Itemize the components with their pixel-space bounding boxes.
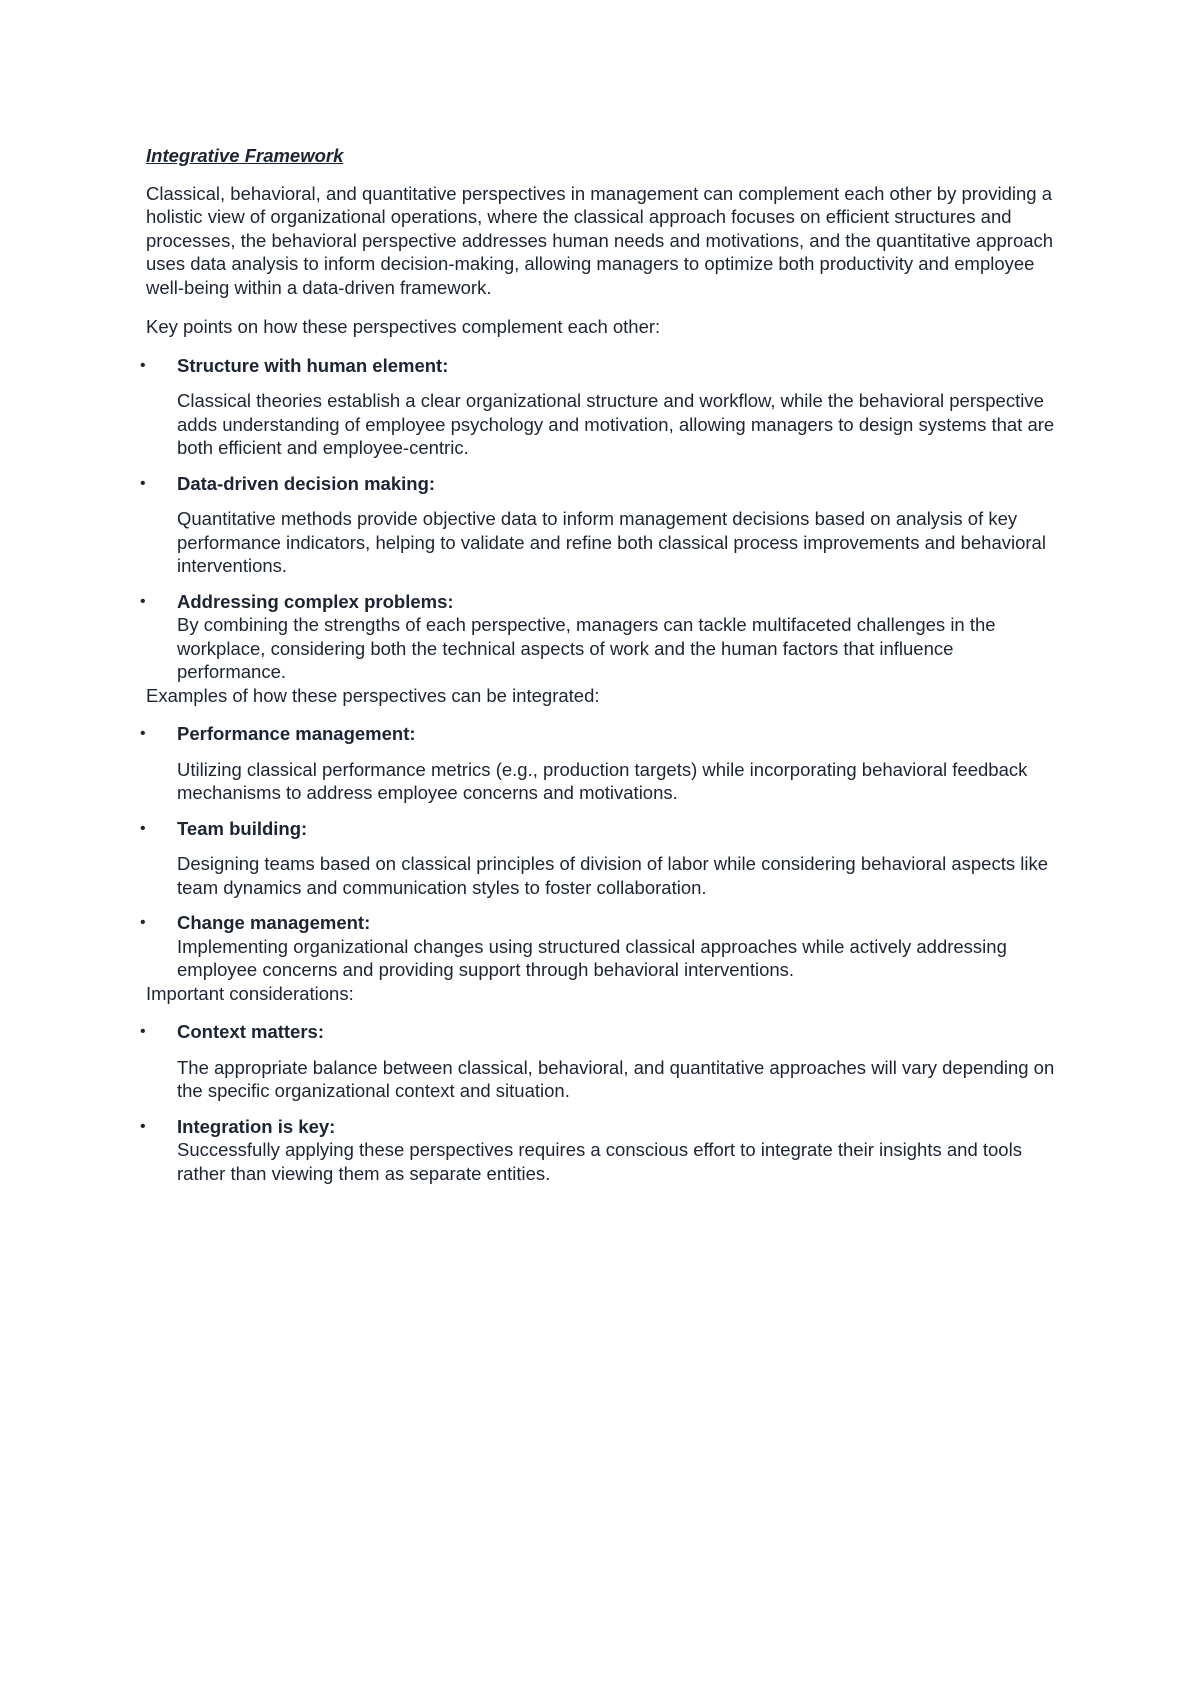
item-text: Implementing organizational changes using structured classical approaches while actively addressing employee concerns and providing support through behavioral interventions. (177, 935, 1007, 980)
list-item (140, 817, 1066, 900)
section-lead: Important considerations: (146, 982, 354, 1004)
document-title: Integrative Framework (146, 145, 344, 166)
bullet-list (140, 1020, 1066, 1185)
list-item (140, 1020, 1066, 1103)
item-text: The appropriate balance between classical, behavioral, and quantitative approaches will vary depending on the specific organizational context and situation. (177, 1056, 1055, 1101)
section-considerations (140, 982, 1066, 1186)
bullet-list (140, 354, 1066, 684)
item-heading: Structure with human element: (177, 354, 449, 376)
list-item (140, 722, 1066, 805)
bullet-icon: • (140, 819, 146, 837)
bullet-icon: • (140, 1023, 146, 1040)
list-item (140, 354, 1066, 460)
item-text: Successfully applying these perspectives requires a conscious effort to integrate their insights and tools rather than viewing them as separate entities. (177, 1139, 1022, 1184)
item-heading: Data-driven decision making: (177, 472, 436, 494)
item-heading: Addressing complex problems: (177, 590, 454, 612)
item-text: Utilizing classical performance metrics (e.g., production targets) while incorporating behavioral feedback mechanisms to address employee concerns and motivations. (177, 758, 1028, 803)
bullet-icon: • (140, 1117, 146, 1135)
item-heading: Context matters: (177, 1021, 324, 1042)
item-heading: Integration is key: (177, 1115, 336, 1137)
item-text: Designing teams based on classical principles of division of labor while considering behavioral aspects like team dynamics and communication styles to foster collaboration. (177, 853, 1048, 898)
section-lead: Examples of how these perspectives can be integrated: (146, 684, 600, 706)
item-heading: Team building: (177, 817, 308, 839)
section-key-points (140, 315, 1066, 684)
document-body (140, 144, 1066, 1185)
bullet-icon: • (140, 356, 146, 374)
bullet-icon: • (140, 725, 146, 742)
intro-paragraph: Classical, behavioral, and quantitative perspectives in management can complement each other by providing a holistic view of organizational operations, where the classical approach focuses on efficient structures and processes, the behavioral perspective addresses human needs and motivations, and the quantitative approach uses data analysis to inform decision-making, allowing managers to optimize both productivity and employee well-being within a data-driven framework. (146, 182, 1054, 298)
bullet-icon: • (140, 914, 146, 931)
bullet-list (140, 722, 1066, 982)
bullet-icon: • (140, 474, 146, 492)
item-text: By combining the strengths of each perspective, managers can tackle multifaceted challenges in the workplace, considering both the technical aspects of work and the human factors that influence performance. (177, 614, 996, 682)
item-heading: Performance management: (177, 723, 416, 744)
section-examples (140, 684, 1066, 982)
bullet-icon: • (140, 592, 146, 610)
item-heading: Change management: (177, 912, 371, 933)
list-item (140, 590, 1066, 684)
list-item (140, 1115, 1066, 1186)
item-text: Classical theories establish a clear organizational structure and workflow, while the behavioral perspective adds understanding of employee psychology and motivation, allowing managers to design systems that are both efficient and employee-centric. (177, 390, 1055, 458)
list-item (140, 472, 1066, 578)
section-lead: Key points on how these perspectives complement each other: (146, 316, 661, 337)
item-text: Quantitative methods provide objective data to inform management decisions based on analysis of key performance indicators, helping to validate and refine both classical process improvements and behavioral interventions. (177, 508, 1046, 576)
list-item (140, 911, 1066, 982)
